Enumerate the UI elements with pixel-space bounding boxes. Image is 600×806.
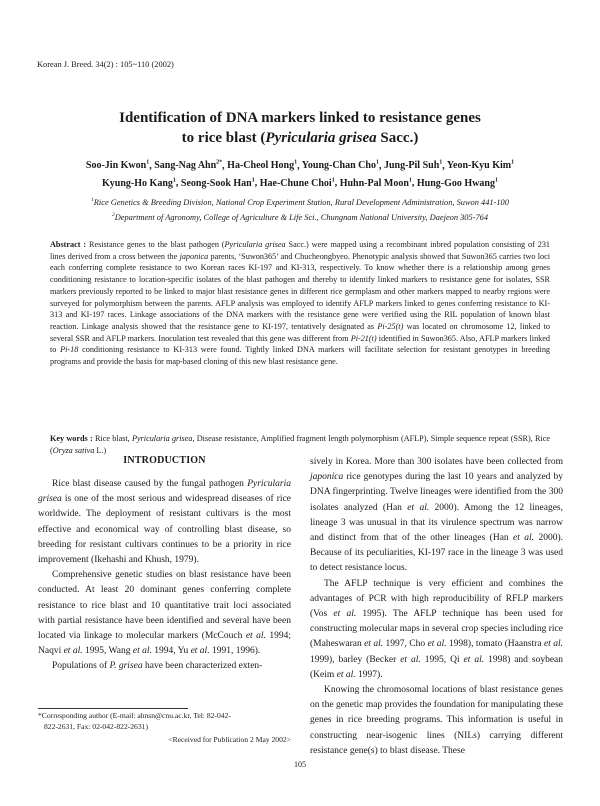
corresponding-author-footnote [38,711,291,733]
author-name-text: Yeon-Kyu Kim [446,160,512,172]
paragraph: Populations of P. grisea have been characterized exten- [52,661,263,672]
paragraph: The AFLP technique is very efficient and combines the advantages of PCR with high reproducibility of RFLP markers (Vos et al. 1995). The AFLP technique has been used for constructing molecular maps in several crop species including rice (Maheswaran et al. 1997, Cho et al. 1998), tomato (Haanstra et al. 1999), barley (Becker et al. 1995, Qi et al. 1998) and soybean (Keim et al. 1997). [310,578,564,680]
author-name [227,160,297,171]
author-line-1: Soo-Jin Kwon$^1$, Sang-Nag Ahn$^{2*}$, Ha-Cheol Hong$^1$, Young-Chan Cho$^1$, Jung-Pil Suh$^1$, Yeon-Kyu Kim$^1$ [85,160,515,172]
paragraph: Knowing the chromosomal locations of blast resistance genes on the genetic map provides the foundation for manipulating these genes in rice breeding programs. This information is useful in constructing near-isogenic lines (NILs) carrying different resistance gene(s) to blast disease. These [310,685,563,756]
abstract [50,239,550,368]
author-name [302,160,379,171]
abstract-text: Resistance genes to the blast pathogen (Pyricularia grisea Sacc.) were mapped using a recombinant inbred population consisting of 231 lines derived from a cross between the japonica parents, ‘Suwon365’ and Chucheongbyeo. Phenotypic analysis showed that Suwon365 carries two loci each conferring complete resistance to two Korean races KI-197 and KI-313, respectively. To know whether there is a relationship among genes conditioning resistance to location-specific isolates of the blast pathogen and thereby to identify linked markers to resistance gene for isolates, SSR markers previously reported to be linked to major blast resistance genes in different rice germplasm and other markers mapped to nearby regions were surveyed for polymorphism between the parents. AFLP analysis was employed to identify AFLP markers linked to genes conferring resistance to KI-313 and KI-197 races. Linkage associations of the DNA markers with the resistance gene were verified using the RIL population of known blast reaction. Linkage analysis showed that the resistance gene to KI-197, tentatively designated as Pi-25(t) was located on chromosome 12, linked to several SSR and AFLP markers. Inoculation test revealed that this gene was different from Pi-21(t) identified in Suwon365. Also, AFLP markers linked to Pi-18 conditioning resistance to KI-313 were found. Tightly linked DNA markers will facilitate selection for resistant genotypes in breeding programs and provide the basis for map-based cloning of this new blast resistance gene. [50,240,551,367]
author-name-text: Hae-Chune Choi [259,177,332,189]
author-name [340,178,412,189]
page-number: 105 [294,760,306,769]
author-name [181,178,255,189]
author-affiliation-mark: 1 [375,160,379,166]
paragraph: sively in Korea. More than 300 isolates have been collected from japonica rice genotypes during the last 10 years and analyzed by DNA fingerprinting. Twelve lineages were identified from the 300 isolates analyzed (Han et al. 2000). Among the 12 lineages, lineage 3 was unusual in that its virulence spectrum was narrow and distinct from that of the other lineages (Han et al. 2000). Because of its peculiarities, KI-197 race in the lineage 3 was used to detect resistance locus. [310,457,564,574]
author-name [417,178,498,189]
author-name-text: Seong-Sook Han [180,177,252,189]
author-affiliation-mark: 1 [294,160,298,166]
author-name-text: Kyung-Ho Kang [102,177,173,189]
footnote-divider [38,708,188,709]
left-column [38,477,291,675]
keywords [50,433,550,456]
author-name-text: Ha-Cheol Hong [227,160,295,172]
author-name [154,160,222,171]
author-name [447,160,514,171]
author-affiliation-mark: 1 [439,160,443,166]
affiliations [40,194,560,224]
paragraph: Comprehensive genetic studies on blast resistance have been conducted. At least 20 dominant genes conferring complete resistance to rice blast and 10 quantitative trait loci associated with partial resistance have been identified and several have been located via linkage to molecular markers (McCouch et al. 1994; Naqvi et al. 1995, Wang et al. 1994, Yu et al. 1991, 1996). [38,570,292,657]
footnote-line: 822-2631, Fax: 02-042-822-2631) [44,721,148,731]
author-name-text: Jung-Pil Suh [383,160,440,172]
author-affiliation-mark: 1 [172,177,176,184]
affiliation-1: $^1$Rice Genetics & Breeding Division, National Crop Experiment Station, Rural Development Administration, Suwon 441-100 [91,197,509,207]
affiliation-2: $^2$Department of Agronomy, College of Agriculture & Life Sci., Chungnam National University, Daejeon 305-764 [111,211,489,222]
author-affiliation-mark: 1 [511,160,515,166]
author-name [102,178,176,189]
author-name-text: Hung-Goo Hwang [416,177,495,189]
journal-reference: Korean J. Breed. 34(2) : 105~110 (2002) [37,60,174,69]
author-name [260,178,335,189]
keywords-text: Rice blast, Pyricularia grisea, Disease resistance, Amplified fragment length polymorphism (AFLP), Simple sequence repeat (SSR), Rice (Oryza sativa L.) [50,434,551,455]
received-date: <Received for Publication 2 May 2002> [168,735,291,744]
section-heading-introduction: INTRODUCTION [123,455,206,466]
author-affiliation-mark: 1 [146,160,150,166]
paragraph: Rice blast disease caused by the fungal pathogen Pyricularia grisea is one of the most serious and widespread diseases of rice worldwide. The deployment of resistant cultivars is the most effective and economical way of controlling blast disease, so breeding for resistant cultivars continues to be a priority in rice improvement (Ikehashi and Khush, 1979). [38,479,291,566]
footnote-line: *Corresponding author (E-mail: ahnsn@cnu.ac.kr, Tel: 82-042- [38,711,231,720]
abstract-label: Abstract : [50,240,87,249]
author-name [384,160,442,171]
author-affiliation-mark: 1 [494,177,498,184]
author-affiliation-mark: 1 [408,177,412,184]
author-affiliation-mark: 1 [331,177,335,184]
paper-title-line-1: Identification of DNA markers linked to resistance genes [119,110,481,126]
paper-title-line-2: to rice blast (Pyricularia grisea Sacc.) [181,130,419,146]
author-name [86,160,149,171]
author-affiliation-mark: 1 [251,177,255,184]
author-line-2: Kyung-Ho Kang$^1$, Seong-Sook Han$^1$, Hae-Chune Choi$^1$, Huhn-Pal Moon$^1$, Hung-Goo Hwang$^1$ [102,177,498,189]
author-name-text: Young-Chan Cho [301,160,376,172]
author-list [40,156,560,191]
keywords-label: Key words : [50,434,93,443]
author-affiliation-mark: 2* [216,160,223,166]
author-name-text: Huhn-Pal Moon [339,177,409,189]
author-name-text: Soo-Jin Kwon [85,160,147,172]
author-name-text: Sang-Nag Ahn [154,160,217,172]
right-column [310,455,563,759]
